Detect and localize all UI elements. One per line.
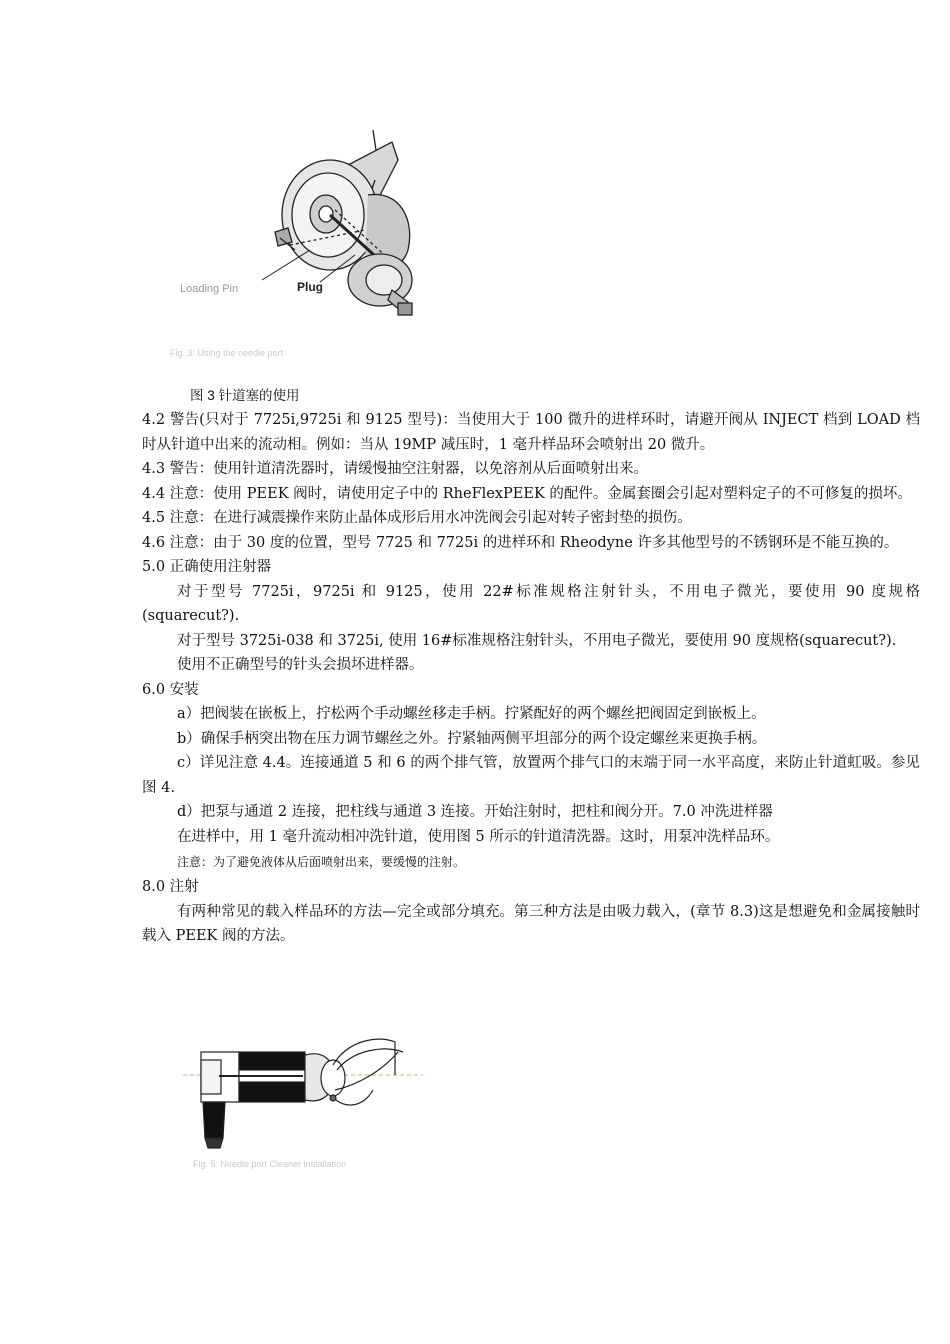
paragraph-4-6: 4.6 注意：由于 30 度的位置，型号 7725 和 7725i 的进样环和 Rheodyne 许多其他型号的不锈钢环是不能互换的。 (142, 534, 899, 551)
figure-5-faint-caption: Fig. 5: Needle port Cleaner installation (193, 1159, 347, 1169)
paragraph-4-5: 4.5 注意：在进行减震操作来防止晶体成形后用水冲洗阀会引起对转子密封垫的损伤。 (142, 510, 692, 526)
note-slow-injection: 注意：为了避免液体从后面喷射出来，要缓慢的注射。 (177, 855, 466, 869)
figure-3-faint-caption: Fig. 3: Using the needle port (170, 348, 284, 358)
paragraph-4-4: 4.4 注意：使用 PEEK 阀时，请使用定子中的 RheFlexPEEK 的配件。金属套圈会引起对塑料定子的不可修复的损坏。 (142, 485, 912, 502)
heading-8-0: 8.0 注射 (142, 879, 199, 895)
paragraph-syringe-7725i: 对于型号 7725i，9725i 和 9125，使用 22#标准规格注射针头，不用电子微光，要使用 90 度规格(squarecut?). (142, 583, 920, 624)
paragraph-4-2: 4.2 警告(只对于 7725i,9725i 和 9125 型号)：当使用大于 100 微升的进样环时，请避开阀从 INJECT 档到 LOAD 档时从针道中出来的流动相。例如：当从 19MP 减压时，1 毫升样品环会喷射出 20 微升。 (142, 412, 920, 453)
figure-3-caption: 图 3 针道塞的使用 (190, 388, 300, 403)
install-step-c: c）详见注意 4.4。连接通道 5 和 6 的两个排气管，放置两个排气口的末端于同一水平高度，来防止针道虹吸。参见图 4. (142, 755, 920, 796)
paragraph-syringe-3725i: 对于型号 3725i-038 和 3725i, 使用 16#标准规格注射针头，不用电子微光，要使用 90 度规格(squarecut?). (177, 632, 897, 649)
needle-port-cleaner-drawing (183, 1030, 433, 1180)
paragraph-injection: 有两种常见的载入样品环的方法—完全或部分填充。第三种方法是由吸力载入，(章节 8.3)这是想避免和金属接触时载入 PEEK 阀的方法。 (142, 903, 920, 944)
plug-label: Plug (297, 280, 323, 294)
install-step-b: b）确保手柄突出物在压力调节螺丝之外。拧紧轴两侧平坦部分的两个设定螺丝来更换手柄。 (177, 730, 767, 747)
paragraph-wrong-needle: 使用不正确型号的针头会损坏进样器。 (177, 657, 424, 673)
heading-5-0: 5.0 正确使用注射器 (142, 559, 272, 575)
install-step-d: d）把泵与通道 2 连接，把柱线与通道 3 连接。开始注射时，把柱和阀分开。7.0 冲洗进样器 (177, 804, 773, 820)
paragraph-4-3: 4.3 警告：使用针道清洗器时，请缓慢抽空注射器，以免溶剂从后面喷射出来。 (142, 461, 649, 477)
figure-3-illustration (170, 120, 440, 370)
install-step-a: a）把阀装在嵌板上，拧松两个手动螺丝移走手柄。拧紧配好的两个螺丝把阀固定到嵌板上。 (177, 706, 766, 722)
loading-pin-label: Loading Pin (180, 283, 239, 295)
heading-6-0: 6.0 安装 (142, 681, 199, 698)
figure-5-illustration (183, 1030, 433, 1180)
valve-needle-plug-drawing (170, 120, 440, 370)
body-text (142, 408, 920, 949)
paragraph-flush: 在进样中，用 1 毫升流动相冲洗针道，使用图 5 所示的针道清洗器。这时，用泵冲洗样品环。 (177, 828, 780, 845)
